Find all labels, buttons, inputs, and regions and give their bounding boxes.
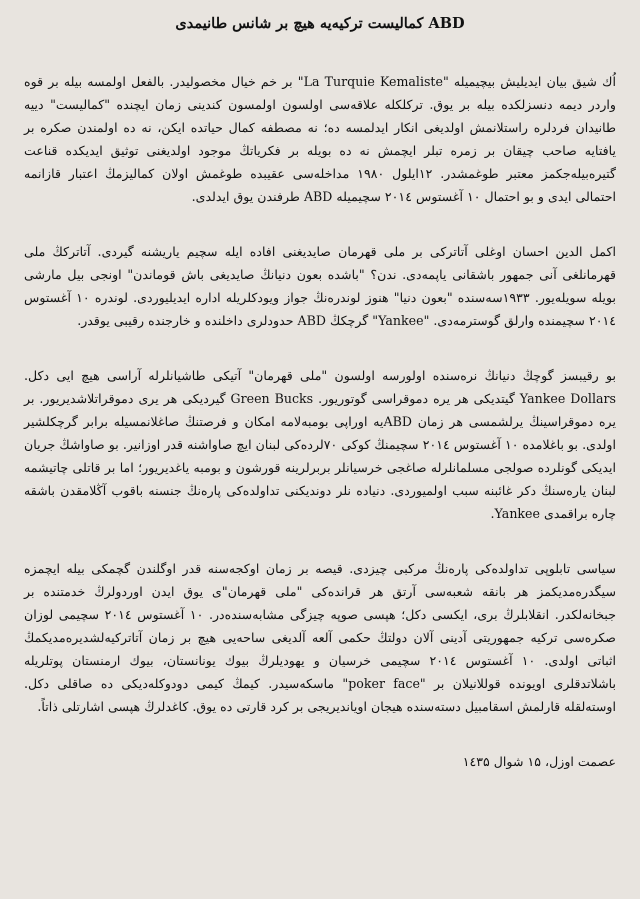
paragraph-3: بو رقیبسز گوچڭ دنیانڭ نره‌سنده اولورسه اولسون "ملی قهرمان" آتیکی طاشیانلرله آراسی هیچ ایی دکل. Yankee Dollars گیتدیکی هر یره دموقراسی گوتوریور. Green Bucks گیردیکی هر یری دموقراتلاشدیریور. بر یره دموقراسینڭ یرلشمسی هر زمان ABDیه اوراپی بومبه‌لامه امکان و فرصتنڭ صاغلانمسیله برابر گرچکلشیر اولدی. بو باغلامده ۱۰ آغستوس ۲۰۱٤ سچیمنڭ کوکی ۷۰لرده‌کی لبنان ایچ صاواشنه قدر اوزانیر. بو صاواشڭ جریان ایدیکی گونلرده صولجی مسلمانلرله صاغجی خرسیانلر بربرلرینه قورشون و بومبه یاغدیریور؛ اما بر قاتلی چاتیشمه لبنان یاره‌سنڭ دکر غائبنه سبب اولمیوردی. دنیاده نلر دونديکنی تداولده‌کی پاره‌نڭ جنسنه باقوب آڭلامقدن باشقه چاره براقمدی Yankee. <box>24 368 617 522</box>
paragraph-4: سیاسی تابلوپی تداولده‌کی پاره‌نڭ مرکبی چیزدی. قیصه بر زمان اوکجه‌سنه قدر اوگلندن گچمکی بیله ایچمزه سیگدره‌مدیکمز هر بانقه شعبه‌سی آرتق هر قرانده‌کی "ملی قهرمان"ی یوق ایدن اوردولرڭ خدمتنده بر جبخانه‌لکدر. انقلابلرڭ بری، ایکسی دکل؛ هپسی صوپه چیزگی مشابه‌سنده‌در. ۱۰ آغستوس ۲۰۱٤ سچیمی لوزان صکره‌سی ترکیه جمهوریتی آدینی آلان دولتڭ حکمی آلعه آلدیغی ساحه‌یی هیچ بر زمان آتاترکیه‌لشدیره‌مدیکمڭ اثباتی اولدی. ۱۰ آغستوس ۲۰۱٤ سچیمی خرسیان و یهودیلرڭ بیوك یونانستان، بیوك ارمنستان پوتلریله باشلاتدقلری اویونده قوللانیلان بر "poker face" ماسکه‌سیدر. کیمڭ کیمی دودوکله‌دیکی ده صاقلی دکل. اوسته‌لقله قارلمش اسقامبیل دسته‌سنده هیجان اویاندیریجی بر کرد قارتی ده یوق. کاغدلرڭ هپسی اشارتلی ذاتاً. <box>24 561 616 715</box>
paragraph-1: اُك شیق بیان ایدیلیش بیچیمیله "La Turquie Kemaliste" بر خم خیال مخصولیدر. بالفعل اولمسه بیله بر قوه واردر دیمه دنسزلکده بیله بر یوق. ترکلکله علاقه‌سی اولسون اولمسون کندینی زمان ایچنده "کمالیست" دییه طانیدان فردلره راستلانمش اولدیغی انکار ایدلمسه ده؛ نه مصطفه کمال حیاتده ایکن، نه ده اولمندن صکره بر یافتایه صاحب چیقان بر زمره تبلر ایچمش نه ده بویله بر فکریاتڭ موجود اولدیغنی توثیق ایدیکده قناعت گتیره‌بیله‌جکمز معتبر طوغمشدر. ۱۲ایلول ۱۹۸۰ مداخله‌سی عقیبده طوغمش اولان کمالیزمڭ اعتبار قازانمه احتمالی ایدی و بو احتمال ۱۰ آغستوس ۲۰۱٤ سچیمیله ABD طرفندن یوق ایدلدی. <box>24 74 616 205</box>
paragraph-2: اکمل الدین احسان اوغلی آتاترکی بر ملی قهرمان صایدیغنی افاده ایله سچیم یاریشنه گیردی. آتاترکڭ ملی قهرمانلغی آنی جمهور باشقانی یاپمه‌دی. ندن؟ "باشده بعون دنیانڭ صایدیغی باش قوماندن" اونجی بیل مارشی بویله سویله‌یور. ۱۹۳۳سه‌سنده "بعون دنیا" هنوز لوندره‌نڭ جواز ویودکلریله اداره ایدیلیوردی. لوندره ۱۰ آغستوس ۲۰۱٤ سچیمنده وارلق گوسترمه‌دی. "Yankee" گرچکڭ ABD حدودلری داخلنده و خارجنده رقیبی یوقدر. <box>24 244 616 329</box>
article-title: ABD کمالیست ترکیه‌یه هیچ بر شانس طانیمدی <box>175 15 465 32</box>
author-signature-line: عصمت اوزل، ۱۵ شوال ۱٤۳۵ <box>462 754 616 770</box>
